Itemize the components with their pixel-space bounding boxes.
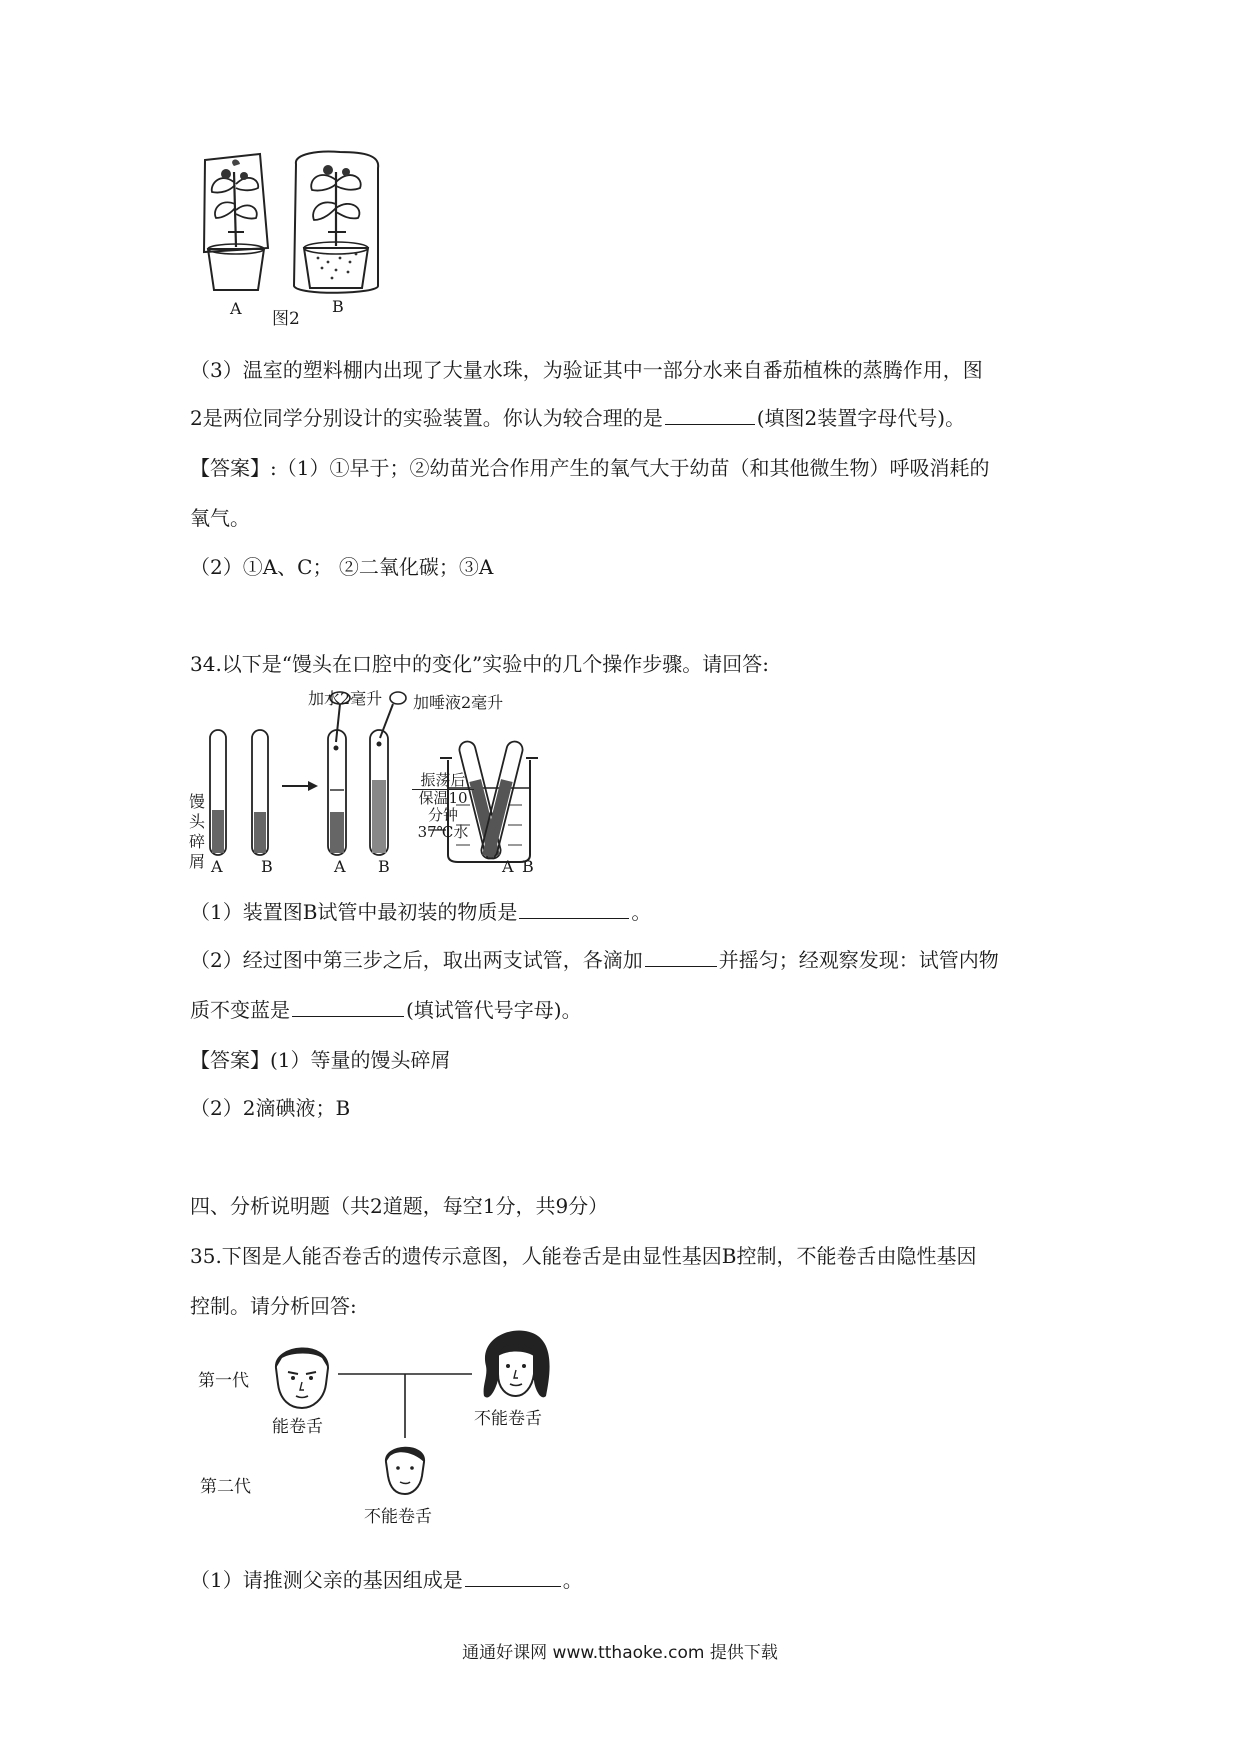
- q34-sub2-line2: [190, 996, 582, 1024]
- add-water-label: 加水2毫升: [308, 689, 383, 708]
- tube-a-step1: A: [211, 857, 223, 876]
- fig2-caption: 图2: [272, 309, 300, 329]
- father-face-icon: [270, 1338, 334, 1410]
- q35-line2: 控制。请分析回答:: [190, 1294, 357, 1318]
- pedigree-lines: [338, 1368, 478, 1448]
- answer-blank[interactable]: [519, 898, 629, 919]
- q33-3-line1: （3）温室的塑料棚内出现了大量水珠，为验证其中一部分水来自番茄植株的蒸腾作用，图: [190, 358, 983, 382]
- answer-blank[interactable]: [645, 946, 717, 967]
- plant-a-illustration: [190, 152, 280, 302]
- mother-face-icon: [478, 1326, 554, 1406]
- answer34-line1: 【答案】(1）等量的馒头碎屑: [190, 1048, 451, 1072]
- q34-sub1-post: 。: [631, 900, 652, 924]
- q33-3-line2-post: (填图2装置字母代号)。: [756, 406, 966, 430]
- answer33-line2: 氧气。: [190, 506, 250, 530]
- shake-note-line2: 保温10: [418, 789, 468, 807]
- q35-sub1: [190, 1566, 583, 1594]
- q34-intro: 34.以下是“馒头在口腔中的变化”实验中的几个操作步骤。请回答:: [190, 652, 769, 676]
- mother-trait-label: 不能卷舌: [474, 1409, 542, 1429]
- add-saliva-label: 加唾液2毫升: [413, 693, 504, 712]
- shake-note-line4: 37℃水: [417, 823, 469, 841]
- q35-sub1-post: 。: [562, 1568, 583, 1592]
- page-footer: 通通好课网 www.tthaoke.com 提供下载: [462, 1643, 778, 1663]
- tube-b-step3: B: [522, 857, 534, 876]
- q33-3-line2-pre: 2是两位同学分别设计的实验装置。你认为较合理的是: [190, 406, 663, 430]
- crumbs-char-4: 屑: [188, 852, 205, 871]
- crumbs-label: [188, 792, 206, 872]
- answer-blank[interactable]: [665, 404, 755, 425]
- generation-2-label: 第二代: [200, 1477, 251, 1497]
- q34-sub2-line1-post: 并摇匀；经观察发现：试管内物: [718, 948, 999, 972]
- answer33-line1: 【答案】:（1）①早于；②幼苗光合作用产生的氧气大于幼苗（和其他微生物）呼吸消耗的: [190, 456, 990, 480]
- answer34-line2: （2）2滴碘液；B: [190, 1096, 351, 1120]
- q34-sub2-line2-post: (填试管代号字母)。: [406, 998, 582, 1022]
- father-trait-label: 能卷舌: [272, 1417, 323, 1437]
- answer33-line3: （2）①A、C； ②二氧化碳；③A: [190, 555, 494, 579]
- generation-1-label: 第一代: [198, 1371, 249, 1391]
- plant-b-illustration: [288, 150, 384, 300]
- tube-a-step2: A: [334, 857, 346, 876]
- tube-a-step3: A: [502, 857, 514, 876]
- q34-sub1: [190, 898, 651, 926]
- q34-sub1-pre: （1）装置图B试管中最初装的物质是: [190, 900, 518, 924]
- crumbs-char-1: 馒: [188, 792, 205, 811]
- q33-3-line2: [190, 404, 965, 432]
- q35-line1: 35.下图是人能否卷舌的遗传示意图，人能卷舌是由显性基因B控制，不能卷舌由隐性基因: [190, 1244, 977, 1268]
- crumbs-char-2: 头: [188, 812, 205, 831]
- q34-sub2-line1-pre: （2）经过图中第三步之后，取出两支试管，各滴加: [190, 948, 643, 972]
- test-tube-steps-illustration: [190, 690, 570, 870]
- q34-sub2-line1: [190, 946, 999, 974]
- shake-warm-note: [412, 772, 474, 841]
- shake-note-line1: 振荡后: [412, 772, 474, 790]
- answer-blank[interactable]: [292, 996, 404, 1017]
- fig2-label-a: A: [230, 299, 242, 318]
- q34-sub2-line2-pre: 质不变蓝是: [190, 998, 290, 1022]
- answer-blank[interactable]: [465, 1566, 561, 1587]
- child-trait-label: 不能卷舌: [364, 1507, 432, 1527]
- shake-note-line3: 分钟: [427, 806, 458, 824]
- crumbs-char-3: 碎: [188, 832, 205, 851]
- tube-b-step2: B: [378, 857, 390, 876]
- fig2-label-b: B: [332, 297, 344, 316]
- tube-b-step1: B: [261, 857, 273, 876]
- q35-sub1-pre: （1）请推测父亲的基因组成是: [190, 1568, 463, 1592]
- section4-heading: 四、分析说明题（共2道题，每空1分，共9分）: [190, 1194, 609, 1218]
- child-face-icon: [380, 1438, 430, 1496]
